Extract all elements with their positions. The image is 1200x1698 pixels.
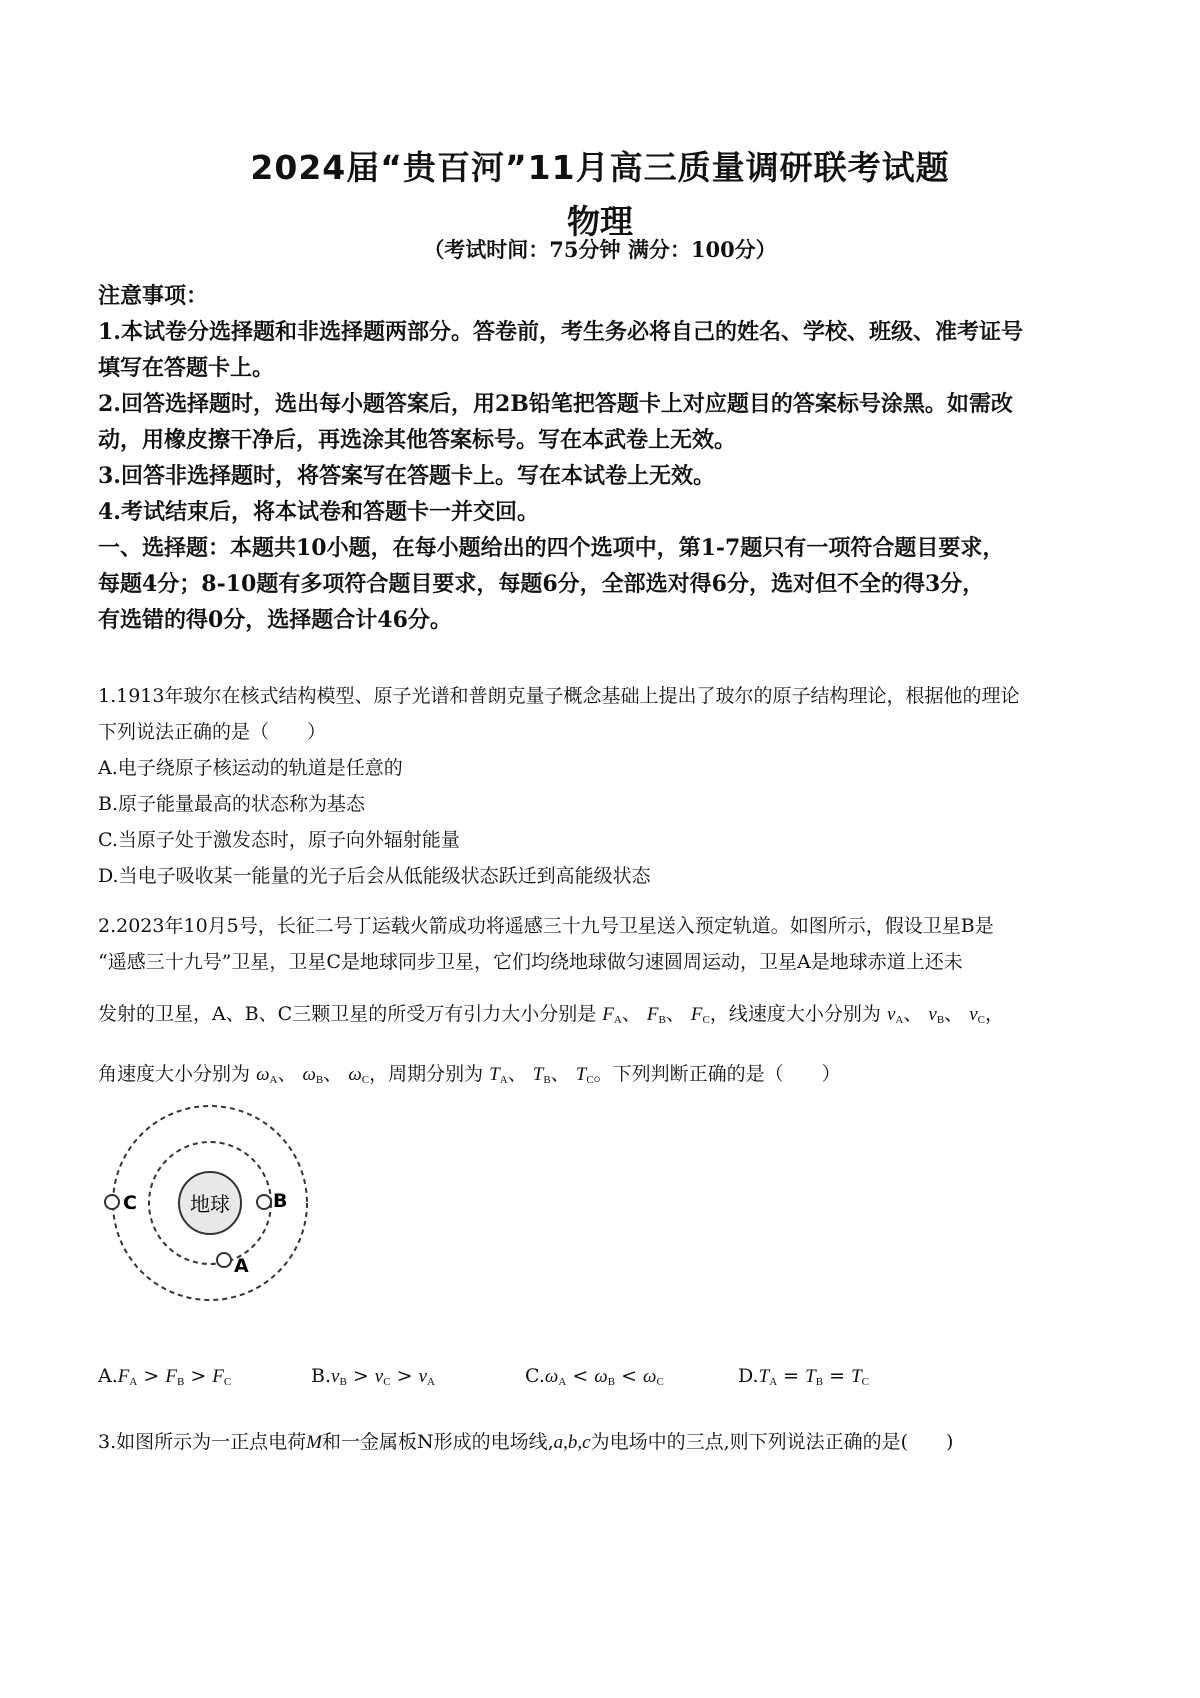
q2-option-a: $A.F_A > F_B > F_C$ [98,1365,232,1388]
symbol-w-a: $\omega_A$ [256,1064,278,1086]
q1-option-c: C.当原子处于激发态时，原子向外辐射能量 [98,829,460,851]
satellite-a-label: A [234,1255,249,1277]
section-1-line-2: 每题4分；8-10题有多项符合题目要求，每题6分，全部选对得6分，选对但不全的得3分， [98,571,985,597]
symbol-f-c: $F_C$ [690,1004,710,1026]
q1-option-a: A.电子绕原子核运动的轨道是任意的 [98,757,403,779]
q2-option-b: $B.v_B > v_C > v_A$ [311,1365,435,1388]
note-1-line-2: 填写在答题卡上。 [98,355,275,381]
notes-section [98,278,1118,638]
q1-option-b: B.原子能量最高的状态称为基态 [98,793,366,815]
exam-time-info: （考试时间：75分钟 满分：100分） [423,237,777,262]
q2-option-c: $C.\omega_A < \omega_B < \omega_C$ [525,1365,664,1388]
q1-stem-line-1: 1.1913年玻尔在核式结构模型、原子光谱和普朗克量子概念基础上提出了玻尔的原子结构理论，根据他的理论 [98,685,1020,707]
symbol-m: M [306,1432,322,1453]
question-1 [98,678,1118,894]
q1-option-d: D.当电子吸收某一能量的光子后会从低能级状态跃迁到高能级状态 [98,865,651,887]
symbol-f-a: $F_A$ [602,1004,622,1026]
section-1-line-3: 有选错的得0分，选择题合计46分。 [98,607,452,633]
symbol-w-b: $\omega_B$ [302,1064,324,1086]
question-3 [98,1424,1118,1461]
symbol-v-a: $v_A$ [886,1004,904,1026]
symbol-w-c: $\omega_C$ [348,1064,370,1086]
symbol-t-c: $T_C$ [575,1064,594,1086]
satellite-a [217,1253,231,1267]
q2-stem-line-2: “遥感三十九号”卫星，卫星C是地球同步卫星，它们均绕地球做匀速圆周运动，卫星A是地球赤道上还未 [98,951,963,973]
symbol-v-b: $v_B$ [928,1004,945,1026]
note-1-line-1: 1.本试卷分选择题和非选择题两部分。答卷前，考生务必将自己的姓名、学校、班级、准考证号 [98,319,1023,345]
q2-stem-line-4: 角速度大小分别为 $\omega_A$、 $\omega_B$、 $\omega_C$，周期分别为 $T_A$、 $T_B$、 $T_C$。下列判断正确的是（ ） [98,1063,841,1086]
satellite-b [257,1195,271,1209]
q3-stem: 3.如图所示为一正点电荷M和一金属板N形成的电场线,a,b,c为电场中的三点,则下列说法正确的是( ) [98,1431,954,1453]
subject-title: 物理 [567,202,633,241]
satellite-c-label: C [123,1192,137,1214]
symbol-abc: a,b,c [553,1432,591,1453]
orbit-svg [98,1085,323,1325]
note-3: 3.回答非选择题时，将答案写在答题卡上。写在本试卷上无效。 [98,463,715,489]
note-2-line-2: 动，用橡皮擦干净后，再选涂其他答案标号。写在本武卷上无效。 [98,427,737,453]
section-1-line-1: 一、选择题：本题共10小题，在每小题给出的四个选项中，第1-7题只有一项符合题目要求， [98,535,1005,561]
symbol-v-c: $v_C$ [969,1004,986,1026]
note-2-line-1: 2.回答选择题时，选出每小题答案后，用2B铅笔把答题卡上对应题目的答案标号涂黑。如需改 [98,391,1013,417]
satellite-c [105,1195,119,1209]
satellite-b-label: B [273,1190,288,1212]
q1-stem-line-2: 下列说法正确的是（ ） [98,721,327,743]
question-2 [98,908,1118,1098]
satellite-orbit-diagram [98,1085,323,1325]
note-4: 4.考试结束后，将本试卷和答题卡一并交回。 [98,499,539,525]
q2-stem-line-3: 发射的卫星，A、B、C三颗卫星的所受万有引力大小分别是 $F_A$、 $F_B$、 $F_C$，线速度大小分别为 $v_A$、 $v_B$、 $v_C$， [98,1003,1005,1026]
symbol-t-a: $T_A$ [489,1064,508,1086]
exam-title: 2024届“贵百河”11月高三质量调研联考试题 [250,148,950,187]
symbol-f-b: $F_B$ [646,1004,666,1026]
symbol-t-b: $T_B$ [532,1064,551,1086]
earth-label: 地球 [190,1192,230,1216]
q2-stem-line-1: 2.2023年10月5号，长征二号丁运载火箭成功将遥感三十九号卫星送入预定轨道。如图所示，假设卫星B是 [98,915,994,937]
q2-option-d: $D.T_A = T_B = T_C$ [738,1365,869,1388]
notes-heading: 注意事项： [98,283,209,309]
